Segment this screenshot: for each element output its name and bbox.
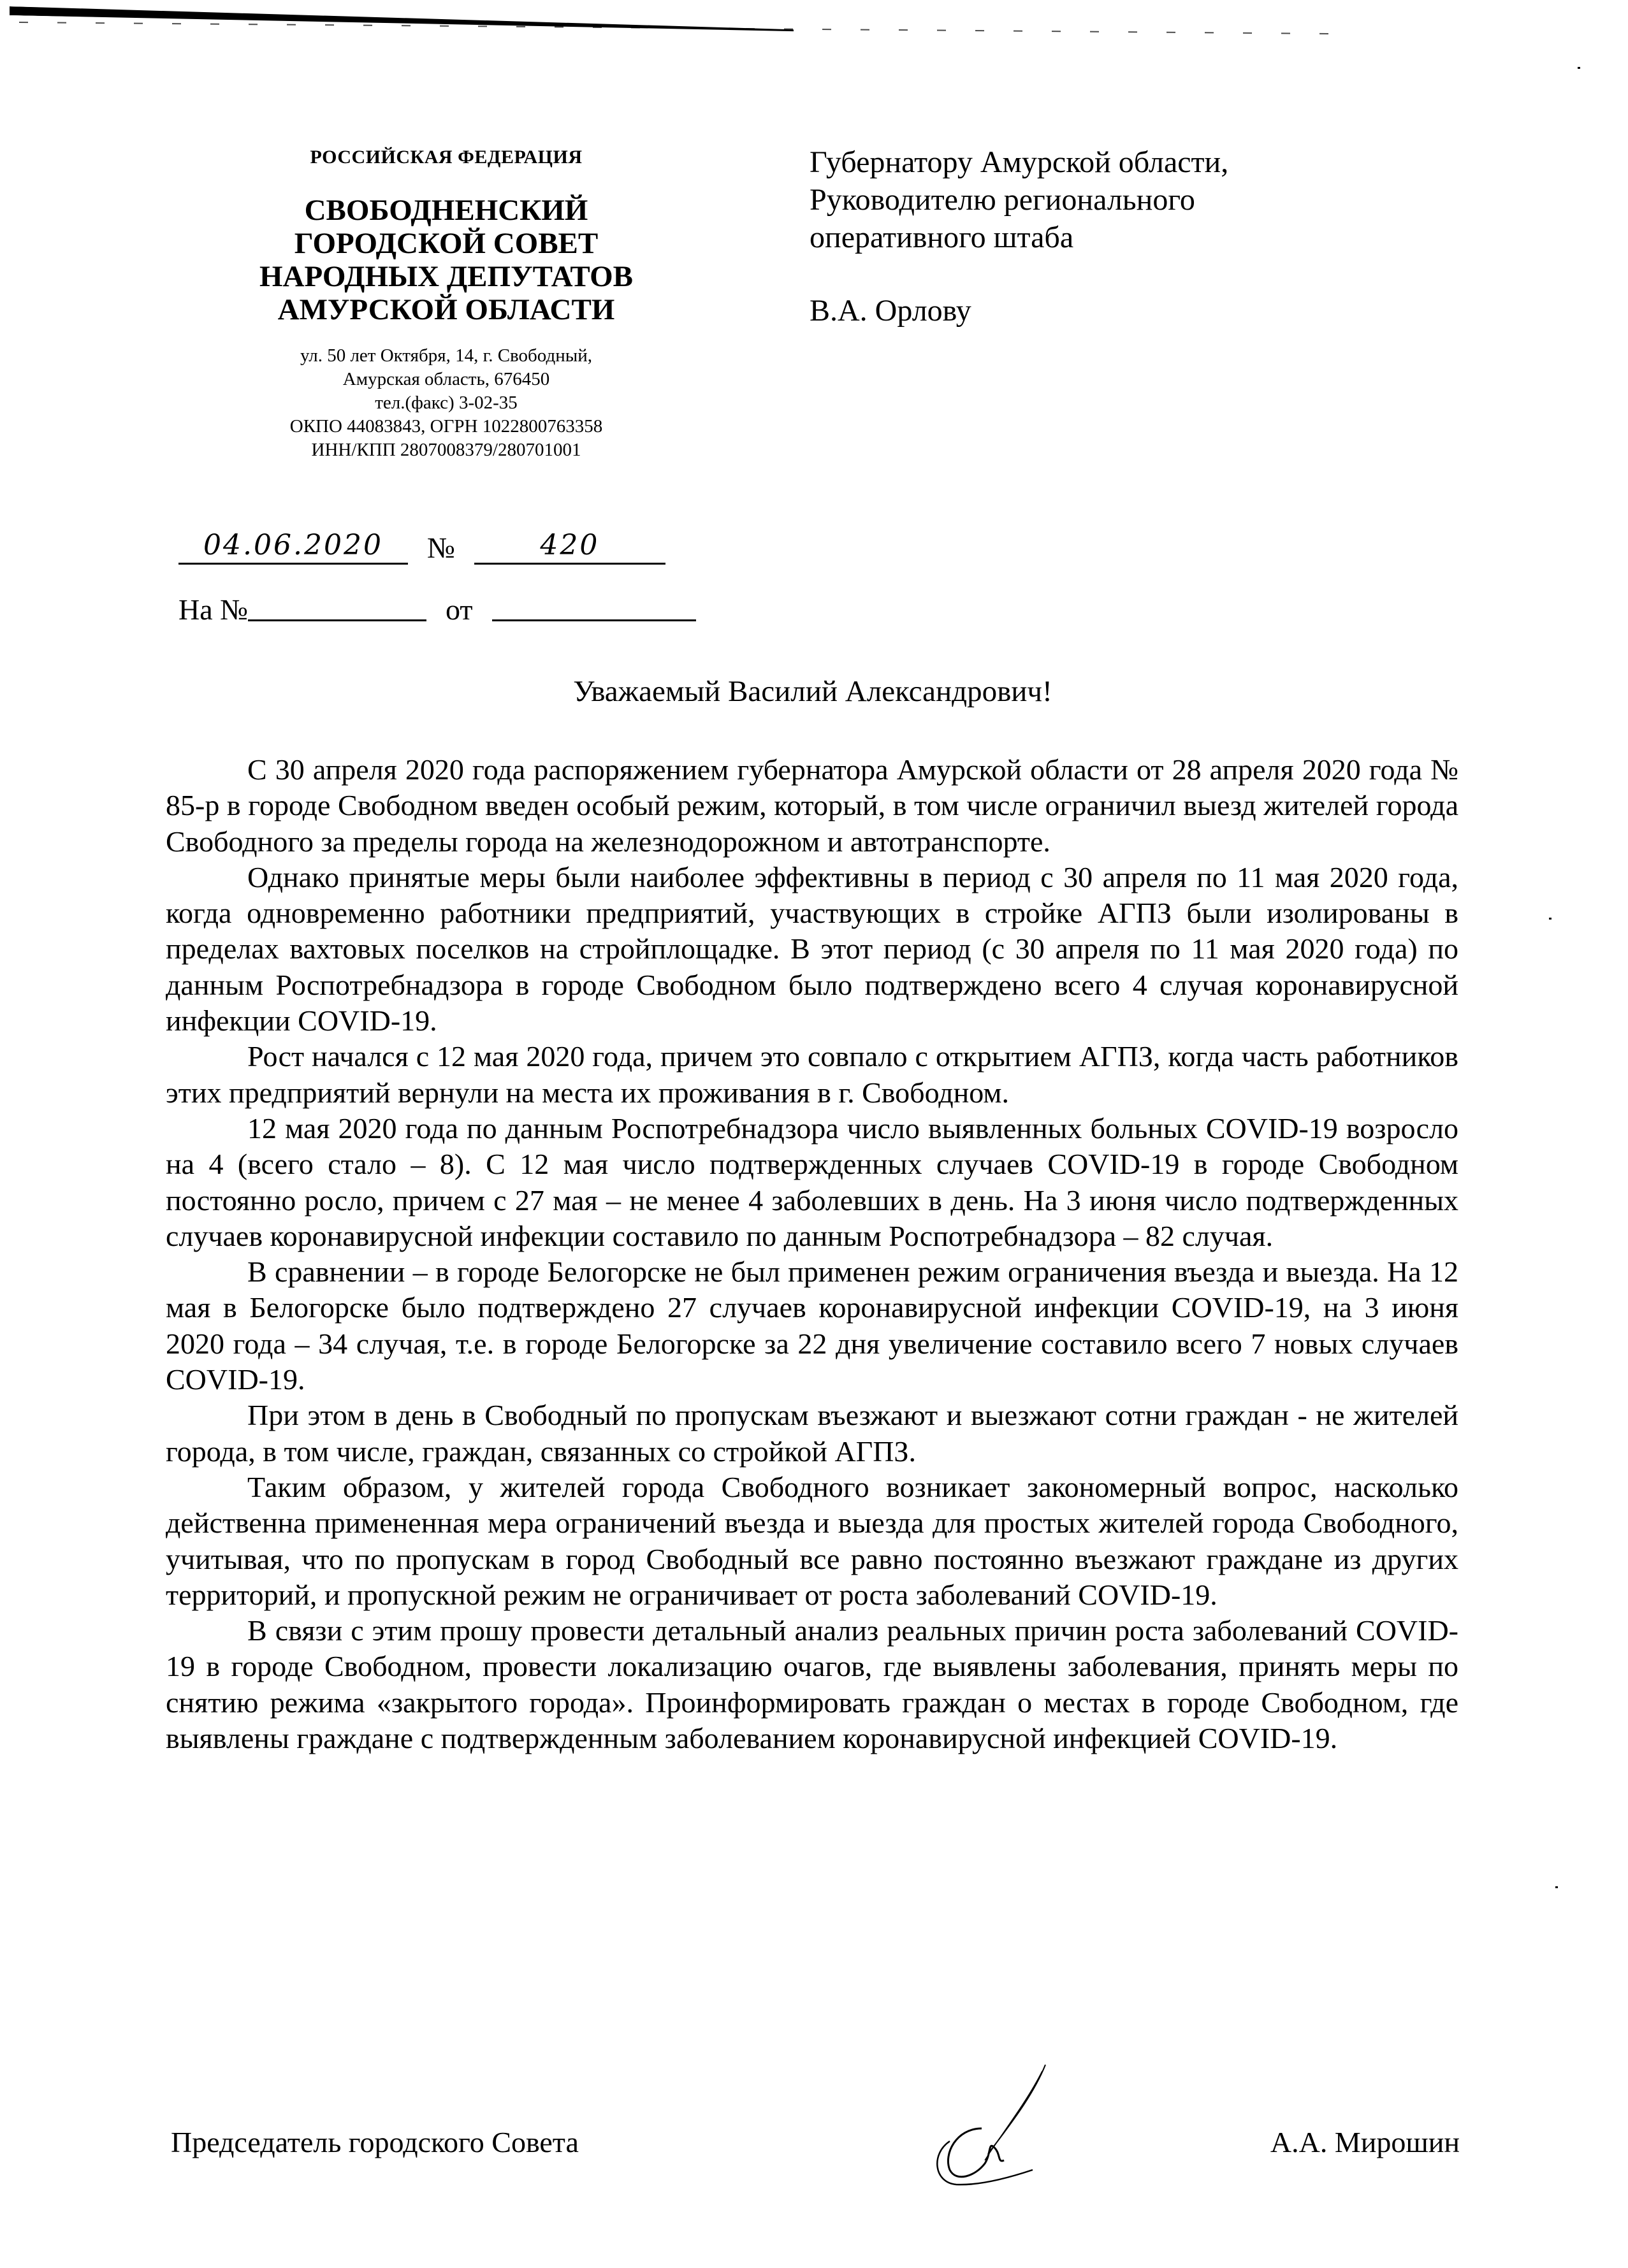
scan-artifact-dots [19, 22, 1358, 34]
scan-speck [1578, 67, 1580, 69]
reply-date-label: от [446, 593, 473, 626]
address-line: тел.(факс) 3-02-35 [375, 393, 518, 413]
reply-number-label: На № [178, 593, 249, 626]
address-line: Амурская область, 676450 [342, 369, 550, 389]
letterhead-address [159, 344, 733, 462]
signature-icon [905, 2058, 1071, 2186]
org-line: АМУРСКОЙ ОБЛАСТИ [277, 293, 615, 326]
body-paragraph: Таким образом, у жителей города Свободного возникает закономерный вопрос, насколько действенна примененная мера ограничений въезда и выезда для простых жителей города Свободного, учитывая, что по пропускам в город Свободный все равно постоянно въезжают граждане из других территорий, и пропускной режим не ограничивает от роста заболеваний COVID-19. [166, 1470, 1458, 1611]
body-paragraph: В связи с этим прошу провести детальный анализ реальных причин роста заболеваний COVID-19 в городе Свободном, провести локализацию очагов, где выявлены заболевания, принять меры по снятию режима «закрытого города». Проинформировать граждан о местах в городе Свободном, где выявлены граждане с подтвержденным заболеванием коронавирусной инфекцией COVID-19. [166, 1614, 1458, 1755]
salutation: Уважаемый Василий Александрович! [573, 675, 1052, 708]
outgoing-date: 04.06.2020 [178, 529, 408, 565]
outgoing-registration [178, 529, 752, 644]
address-line: ИНН/КПП 2807008379/280701001 [311, 440, 581, 460]
addressee-line: оперативного штаба [810, 220, 1074, 254]
body-paragraph: В сравнении – в городе Белогорске не был применен режим ограничения въезда и выезда. На 12 мая в Белогорске было подтверждено 27 случаев коронавирусной инфекции COVID-19, на 3 июня 2020 года – 34 случая, т.е. в городе Белогорске за 22 дня увеличение составило всего 7 новых случаев COVID-19. [166, 1255, 1459, 1396]
body-paragraph: Рост начался с 12 мая 2020 года, причем это совпало с открытием АГПЗ, когда часть работников этих предприятий вернули на места их проживания в г. Свободном. [166, 1040, 1458, 1109]
addressee-line: Руководителю регионального [810, 183, 1195, 217]
org-line: ГОРОДСКОЙ СОВЕТ [294, 227, 599, 260]
address-line: ОКПО 44083843, ОГРН 1022800763358 [289, 416, 603, 437]
number-label: № [427, 531, 455, 564]
scan-speck [1549, 918, 1552, 920]
signer-position: Председатель городского Совета [171, 2126, 579, 2158]
body-paragraph: С 30 апреля 2020 года распоряжением губернатора Амурской области от 28 апреля 2020 года № 85-р в городе Свободном введен особый режим, который, в том числе ограничил выезд жителей города Свободного за пределы города на железнодорожном и автотранспорте. [166, 753, 1458, 858]
reply-number-blank [248, 618, 426, 621]
letterhead-organization [159, 194, 733, 326]
outgoing-number: 420 [474, 529, 665, 565]
letterhead [159, 140, 733, 462]
reply-date-blank [492, 618, 696, 621]
body-paragraph: Однако принятые меры были наиболее эффективны в период с 30 апреля по 11 мая 2020 года, когда одновременно работники предприятий, участвующих в стройке АГПЗ были изолированы в пределах вахтовых поселков на стройплощадке. В этот период (с 30 апреля по 11 мая 2020 года) по данным Роспотребнадзора в городе Свободном было подтверждено всего 4 случая коронавирусной инфекции COVID-19. [166, 860, 1458, 1037]
org-line: СВОБОДНЕНСКИЙ [304, 194, 588, 227]
addressee-name: В.А. Орлову [810, 294, 971, 328]
signer-name: А.А. Мирошин [1270, 2126, 1460, 2158]
addressee-block [810, 143, 1383, 329]
address-line: ул. 50 лет Октября, 14, г. Свободный, [300, 345, 592, 366]
body-paragraph: 12 мая 2020 года по данным Роспотребнадзора число выявленных больных COVID-19 возросло на 4 (всего стало – 8). С 12 мая число подтвержденных случаев COVID-19 в городе Свободном постоянно росло, причем с 27 мая – не менее 4 заболевших в день. На 3 июня число подтвержденных случаев коронавирусной инфекции составило по данным Роспотребнадзора – 82 случая. [166, 1111, 1458, 1252]
addressee-line: Губернатору Амурской области, [810, 145, 1229, 179]
body-paragraph: При этом в день в Свободный по пропускам въезжают и выезжают сотни граждан - не жителей города, в том числе, граждан, связанных со стройкой АГПЗ. [166, 1399, 1458, 1468]
scan-artifact-bar [10, 6, 794, 33]
org-line: НАРОДНЫХ ДЕПУТАТОВ [259, 260, 634, 293]
scan-speck [1555, 1886, 1558, 1888]
letterhead-country: РОССИЙСКАЯ ФЕДЕРАЦИЯ [310, 147, 583, 168]
letter-body [166, 752, 1458, 1756]
